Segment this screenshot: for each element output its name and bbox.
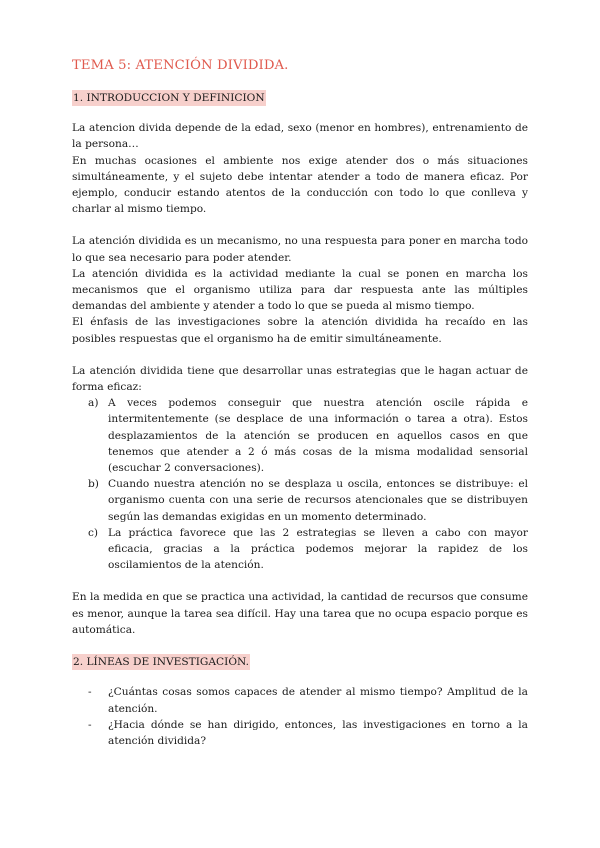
list-item	[72, 395, 528, 476]
paragraph-strategies: La atención dividida tiene que desarrollar unas estrategias que le hagan actuar de forma eficaz:	[72, 364, 528, 394]
section-2-heading: 2. LÍNEAS DE INVESTIGACIÓN.	[73, 656, 249, 669]
list-item-text: Cuando nuestra atención no se desplaza u oscila, entonces se distribuye: el organismo cuenta con una serie de recursos atencionales que se distribuyen según las demandas exigidas en un momento determinado.	[108, 478, 528, 523]
list-item-text: ¿Hacia dónde se han dirigido, entonces, las investigaciones en torno a la atención dividida?	[108, 718, 528, 747]
list-marker: -	[88, 686, 92, 699]
list-item-text: La práctica favorece que las 2 estrategias se lleven a cabo con mayor eficacia, gracias a la práctica podemos mejorar la rapidez de los oscilamientos de la atención.	[108, 526, 528, 572]
section-1	[72, 90, 528, 106]
list-item	[72, 476, 528, 525]
section-2	[72, 654, 528, 670]
list-marker: b)	[88, 478, 99, 491]
list-marker: -	[88, 718, 92, 731]
list-marker: c)	[88, 526, 99, 539]
document-title: TEMA 5: ATENCIÓN DIVIDIDA.	[72, 58, 289, 73]
research-lines-list	[72, 684, 528, 749]
list-item-text: A veces podemos conseguir que nuestra atención oscile rápida e intermitentemente (se desplace de una información o tarea a otra). Estos desplazamientos de la atención se producen en aquellos casos en que tenemos que atender a 2 ó más cosas de la misma modalidad sensorial (escuchar 2 conversaciones).	[108, 397, 528, 475]
section-1-heading: 1. INTRODUCCION Y DEFINICION	[73, 92, 265, 104]
list-item	[72, 717, 528, 749]
list-marker: a)	[88, 397, 99, 410]
paragraph-intro-4: La atención dividida es la actividad mediante la cual se ponen en marcha los mecanismos que el organismo utiliza para dar respuesta ante las múltiples demandas del ambiente y atender a todo lo que se pueda al mismo tiempo.	[72, 267, 528, 313]
list-item	[72, 525, 528, 574]
strategies-list	[72, 395, 528, 573]
list-item	[72, 684, 528, 716]
list-item-text: ¿Cuántas cosas somos capaces de atender al mismo tiempo? Amplitud de la atención.	[108, 686, 528, 715]
paragraph-intro-1: La atencion divida depende de la edad, sexo (menor en hombres), entrenamiento de la persona…	[72, 122, 528, 151]
paragraph-practice: En la medida en que se practica una actividad, la cantidad de recursos que consume es menor, aunque la tarea sea difícil. Hay una tarea que no ocupa espacio porque es automática.	[72, 591, 528, 636]
paragraph-intro-3: La atención dividida es un mecanismo, no una respuesta para poner en marcha todo lo que sea necesario para poder atender.	[72, 235, 528, 264]
paragraph-intro-2: En muchas ocasiones el ambiente nos exige atender dos o más situaciones simultáneamente, y el sujeto debe intentar atender a todo de manera eficaz. Por ejemplo, conducir estando atentos de la conducción con todo lo que conlleva y charlar al mismo tiempo.	[72, 154, 528, 216]
paragraph-intro-5: El énfasis de las investigaciones sobre la atención dividida ha recaído en las posibles respuestas que el organismo ha de emitir simultáneamente.	[72, 316, 528, 345]
